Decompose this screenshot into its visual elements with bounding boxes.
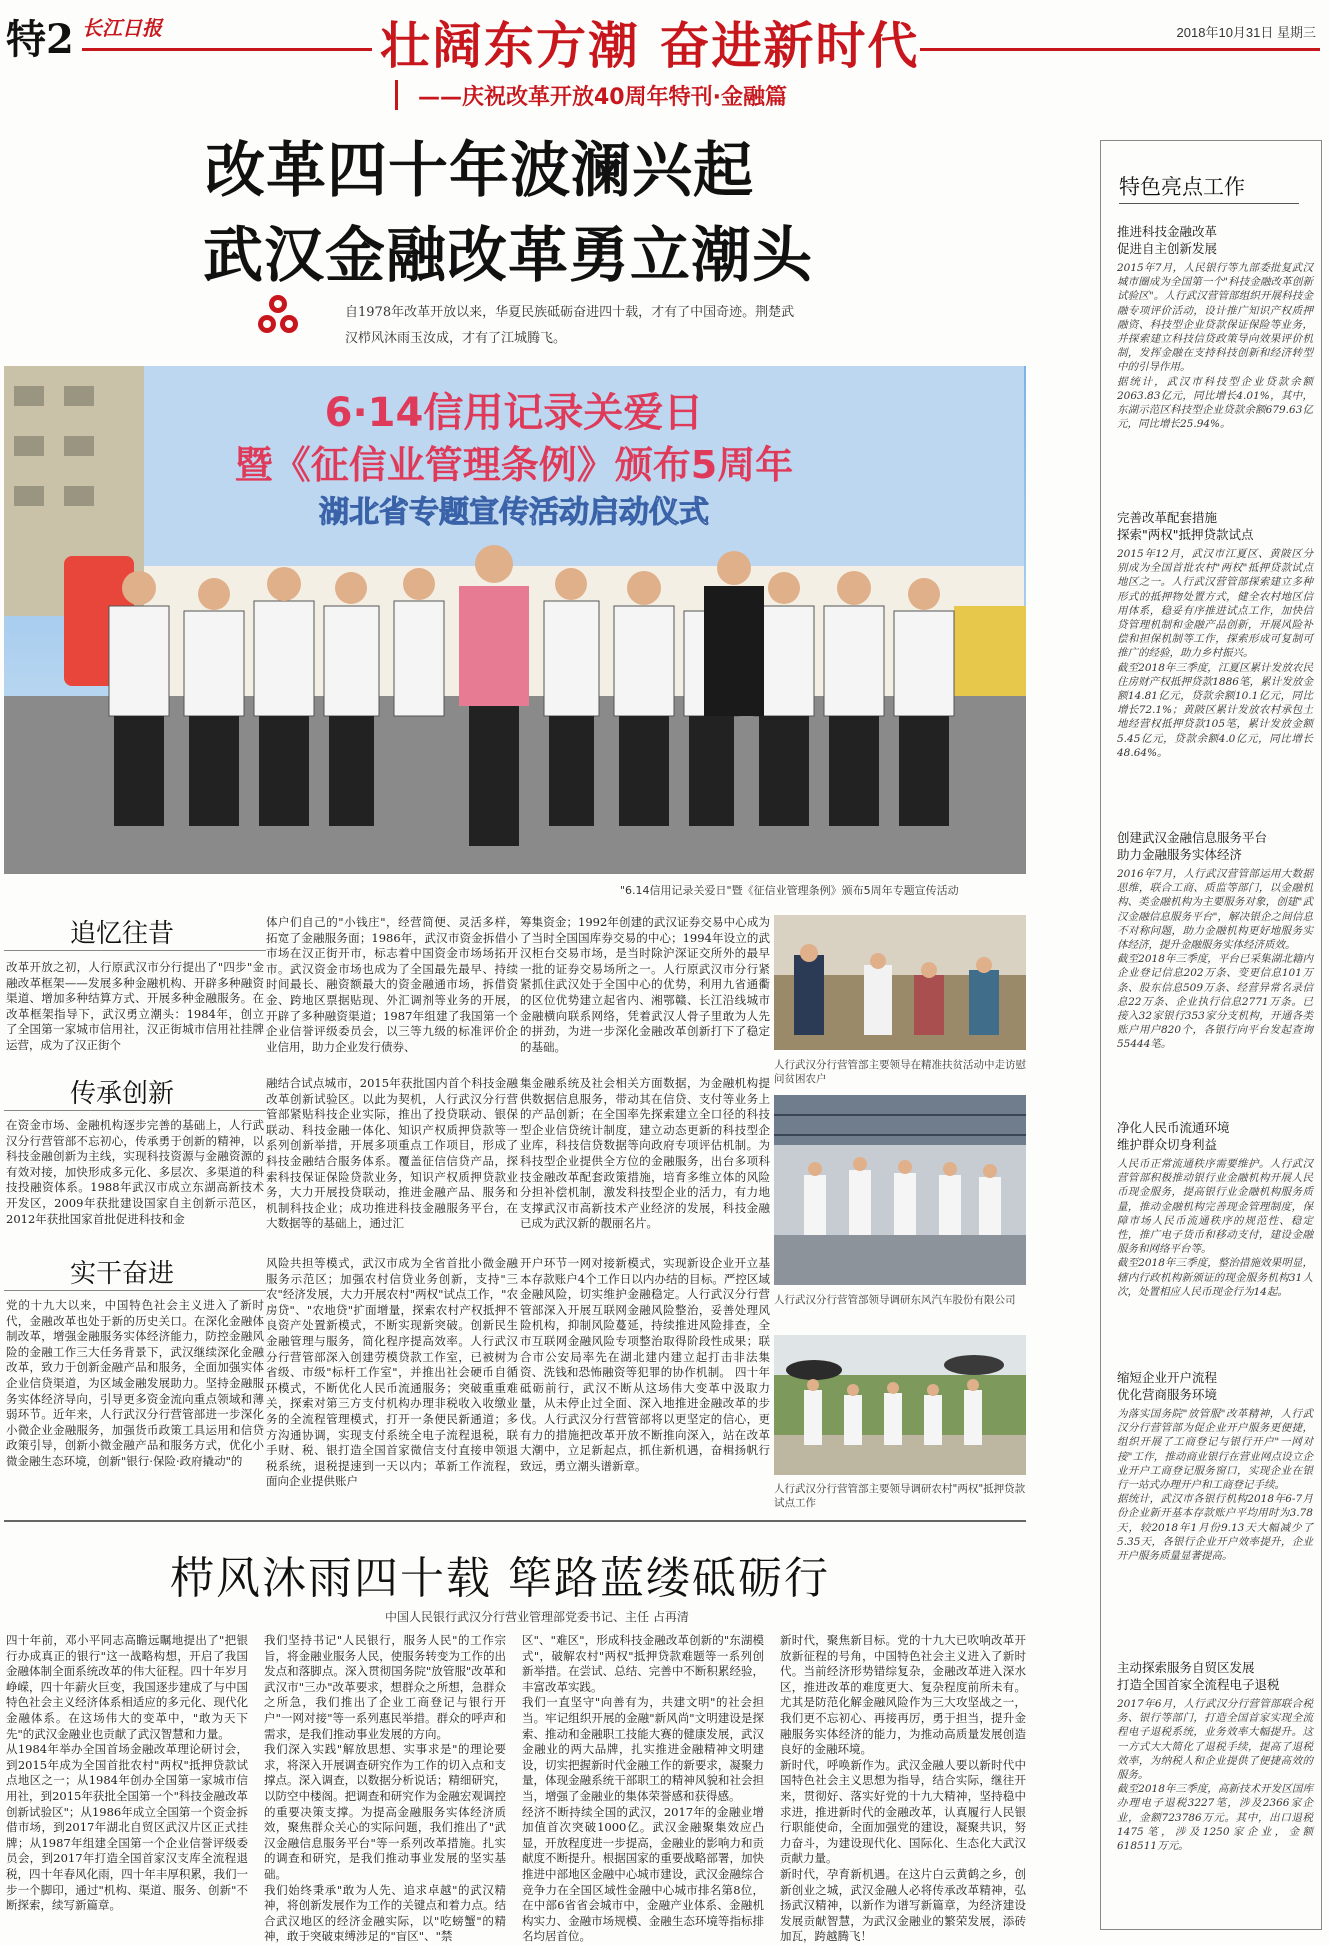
bottom-column-1: 四十年前，邓小平同志高瞻远瞩地提出了"把银行办成真正的银行"这一战略构想，开启了我国金融体制全面系统改革的伟大征程。四十年岁月峥嵘，四十年薪火巨变，我国逐步建成了与中国特色社会主义经济体系相适应的多元化、现代化金融体系。在这场伟大的变革中，"敢为天下先"的武汉金融业也贡献了武汉智慧和力量。 从1984年举办全国首场金融改革理论研讨会，到2015年成为全国首批农村"两权"抵押贷款试点地区之一；从1984年创办全国第一家城市信用社，到2015年获批全国第一个"科技金融改革创新试验区"；从1986年成立全国第一个资金拆借市场，到2017年湖北自贸区武汉片区正式挂牌；从1987年组建全国第一个企业信誉评级委员会，到2017年打造全国首家汉支库全流程退税，四十年春风化雨，四十年丰厚积累，我们一步一个脚印，通过"机构、渠道、服务、创新"不断探索，续写新篇章。: [6, 1633, 248, 1913]
sidebar-item-2-head: 完善改革配套措施 探索"两权"抵押贷款试点: [1117, 510, 1254, 542]
section-2-column-3: 集金融系统及社会相关方面数据，为金融机构提供数据信息服务，带动其在信贷、支付等业务上的产品创新；在全国率先探索建立全口径的科技型企业信贷统计制度，建立动态更新的科技型企业库，科技信贷数据等向政府专项评估机制。为科技型企业提供全方位的金融服务，出台多项科技金融改革配套政策措施，培育多维立体的风险分担补偿机制，激发科技型企业的活力，有力地支撑武汉市高新技术产业经济的发展，科技金融已成为武汉新的靓丽名片。: [520, 1076, 770, 1231]
poverty-visit-caption: 人行武汉分行营管部主要领导在精准扶贫活动中走访慰问贫困农户: [774, 1059, 1026, 1085]
bottom-column-2: 我们坚持书记"人民银行，服务人民"的工作宗旨，将金融业服务人民，使服务转变为工作的出发点和落脚点。深入贯彻国务院"放管服"改革和武汉市"三办"改革要求，想群众之所想，急群众之所急，我们推出了企业工商登记与银行开户"一网对接"等一系列惠民举措。群众的呼声和需求，是我们推动事业发展的方向。 我们深入实践"解放思想、实事求是"的理论要求，将深入开展调查研究作为工作的切入点和支撑点。深入调查，以数据分析说话；精细研究，以防空中楼阁。把调查和研究作为金融宏观调控的重要决策支撑。为提高金融服务实体经济质效，聚焦群众关心的实际问题，我们推出了"武汉金融信息服务平台"等一系列改革措施。扎实的调查和研究，是我们推动事业发展的坚实基础。 我们始终秉承"敢为人先、追求卓越"的武汉精神，将创新发展作为工作的关键点和着力点。结合武汉地区的经济金融实际，以"吃螃蟹"的精神，敢于突破束缚涉足的"盲区"、"禁: [264, 1633, 506, 1944]
sidebar-item-3-head: 创建武汉金融信息服务平台 助力金融服务实体经济: [1117, 830, 1268, 862]
bottom-article-title: 栉风沐雨四十载 筚路蓝缕砥砺行: [170, 1553, 830, 1604]
sidebar-item-2-body: 2015年12月，武汉市江夏区、黄陂区分别成为全国首批农村"两权"抵押贷款试点地区之一。人行武汉营管部探索建立多种形式的抵押物处置方式，健全农村地区信用体系，稳妥有序推进试点工作，加快信贷管理机制和金融产品创新，开展风险补偿和担保机制等工作，探索形成可复制可推广的经验，助力乡村振兴。 截至2018年三季度，江夏区累计发放农民住房财产权抵押贷款1886笔，累计发放金额14.81亿元，贷款余额10.1亿元，同比增长72.1%；黄陂区累计发放农村承包土地经营权抵押贷款105笔，累计发放金额5.45亿元，贷款余额4.0亿元，同比增长48.64%。: [1117, 548, 1313, 759]
lead-paragraph: 自1978年改革开放以来，华夏民族砥砺奋进四十载，才有了中国奇迹。荆楚武汉栉风沐雨玉汝成，才有了江城腾飞。: [345, 305, 795, 346]
factory-visit-caption: 人行武汉分行营管部领导调研东风汽车股份有限公司: [774, 1294, 1016, 1306]
section-2-column-2: 融结合试点城市，2015年获批国内首个科技金融改革创新试验区。以此为契机，人行武汉分行营管部紧贴科技企业实际，推出了投贷联动、银保联动、科技金融一体化、知识产权质押贷款等一系列创新举措，开展多项重点工作项目，形成了科技金融结合服务体系。覆盖征信信贷产品，探索科技保证保险贷款业务，知识产权质押贷款业务，大力开展投贷联动，推进金融产品、服务和机制科技企业；成功推进科技金融服务平台，在大数据等的基础上，通过汇: [266, 1076, 518, 1231]
section-title-recall: 追忆往昔: [70, 919, 175, 949]
bottom-article-byline: 中国人民银行武汉分行营业管理部党委书记、主任 占再清: [385, 1610, 689, 1624]
sidebar-title-rule: [1119, 203, 1299, 204]
banner-title-1: 6·14信用记录关爱日: [324, 390, 704, 436]
bottom-article-divider: [4, 1520, 1026, 1522]
section-3-column-3: 开户环节一网对接新模式，实现新设企业开立基本存款账户4个工作日以内办结的目标。严控区域金融风险，切实维护金融稳定。人行武汉分行营管部深入开展互联网金融风险整治，妥善处理风险机构，抑制风险蔓延，持续推进风险排查，全市互联网金融风险专项整治取得阶段性成果；联合市公安局率先在湖北建内建立起打击非法集资、洗钱和恐怖融资等犯罪的协作机制。 四十年砥砺前行，武汉不断从这场伟大变革中汲取力量，从未停止过全面、深入地推进金融改革的步伐。人行武汉分行营管部将以更坚定的信心，更有力的措施把改革开放不断推向深入，站在改革大潮中，立足新起点，抓住新机遇，奋楫扬帆行致远，勇立潮头谱新章。: [520, 1256, 770, 1473]
section-rule: [4, 1290, 266, 1291]
sidebar-item-6-body: 2017年6月，人行武汉分行营管部联合税务、银行等部门，打造全国首家实现全流程电子退税系统，业务效率大幅提升。这一方式大大简化了退税手续，提高了退税效率，为纳税人和企业提供了便捷高效的服务。 截至2018年三季度，高新技术开发区国库办理电子退税3227笔，涉及2366家企业，金额723786万元。其中，出口退税1475笔，涉及1250家企业，金额618511万元。: [1117, 1698, 1313, 1853]
section-2-column-1: 在资金市场、金融机构逐步完善的基础上，人行武汉分行营管部不忘初心，传承勇于创新的精神，以科技金融创新为主线，实现科技资源与金融资源的有效对接，加快形成多元化、多层次、多渠道的科技投融资体系。1988年武汉市成立东湖高新技术开发区，2009年获批建设国家自主创新示范区，2012年获批国家首批促进科技和金: [6, 1118, 264, 1226]
sidebar-item-5-head: 缩短企业开户流程 优化营商服务环境: [1117, 1370, 1218, 1402]
header-rule-right: [920, 48, 1320, 51]
sidebar-item-1-head: 推进科技金融改革 促进自主创新发展: [1117, 224, 1218, 256]
headline-line-1: 改革四十年波澜兴起: [205, 136, 754, 206]
sidebar-item-3-body: 2016年7月，人行武汉营管部运用大数据思维，联合工商、质监等部门，以金融机构、类金融机构为主要服务对象，创建"武汉金融信息服务平台"，解决银企之间信息不对称问题，助力金融机构更好地服务实体经济，提升金融服务实体经济质效。 截至2018年三季度，平台已采集湖北籍内企业登记信息202万条、变更信息101万条、股东信息509万条、经营异常名录信息22万条、企业执行信息2771万条。已接入32家银行353家分支机构，开通各类账户用户820个，各银行向平台发起查询55444笔。: [1117, 868, 1313, 1051]
sidebar-item-1-body: 2015年7月，人民银行等九部委批复武汉城市圈成为全国第一个"科技金融改革创新试验区"。人行武汉营管部组织开展科技金融专项评价活动，设计推广知识产权质押融资、科技型企业贷款保证保险等业务，并探索建立科技信贷政策导向效果评价机制，发挥金融在支持科技创新和经济转型中的引导作用。 据统计，武汉市科技型企业贷款余额2063.83亿元，同比增长4.01%，其中，东湖示范区科技型企业贷款余额679.63亿元，同比增长25.94%。: [1117, 262, 1313, 431]
section-1-column-1: 改革开放之初，人行原武汉市分行提出了"四步"金融改革框架——发展多种金融机构、开辟多种融资渠道、增加多种结算方式、开展多种金融服务。在改革框架指导下，武汉勇立潮头：1984年，创立了全国第一家城市信用社，汉正街城市信用社挂牌运营，成为了汉正街个: [6, 960, 264, 1052]
bottom-column-4: 新时代，聚焦新目标。党的十九大已吹响改革开放新征程的号角，中国特色社会主义进入了新时代。当前经济形势错综复杂，金融改革进入深水区，推进改革的难度更大、复杂程度前所未有。尤其是防范化解金融风险作为三大攻坚战之一，我们更不忘初心、再接再厉，勇于担当，提升金融服务实体经济的能力，为推动高质量发展创造良好的金融环境。 新时代，呼唤新作为。武汉金融人要以新时代中国特色社会主义思想为指导，结合实际，继往开来，贯彻好、落实好党的十九大精神，坚持稳中求进，推进新时代的金融改革，认真履行人民银行职能使命，全面加强党的建设，凝聚共识，努力奋斗，为建设现代化、国际化、生态化大武汉贡献力量。 新时代，孕育新机遇。在这片白云黄鹤之乡，创新创业之城，武汉金融人必将传承改革精神，弘扬武汉精神，以新作为谱写新篇章，为经济建设发展贡献智慧，为武汉金融业的繁荣发展，添砖加瓦，跨越腾飞！: [780, 1633, 1026, 1944]
main-photo-caption: "6.14信用记录关爱日"暨《征信业管理条例》颁布5周年专题宣传活动: [620, 884, 959, 897]
bottom-column-3: 区"、"难区"，形成科技金融改革创新的"东湖模式"，破解农村"两权"抵押贷款难题等一系列创新举措。在尝试、总结、完善中不断积累经验，丰富改革实践。 我们一直坚守"向善有为，共建文明"的社会担当。牢记组织开展的金融"新风尚"文明建设是探索、推动和金融职工技能大赛的健康发展，武汉金融业的两大品牌，扎实推进金融精神文明建设，切实把握新时代金融工作的新要求，凝聚力量，体现金融系统干部职工的精神风貌和社会担当，增强了金融业的集体荣誉感和获得感。 经济不断持续全国的武汉，2017年的金融业增加值首次突破1000亿。武汉金融聚集效应凸显，开放程度进一步提高，金融业的影响力和贡献度不断提升。根据国家的重要战略部署，加快推进中部地区金融中心城市建设，武汉金融综合竞争力在全国区域性金融中心城市排名第8位，在中部6省省会城市中，金融产业体系、金融机构实力、金融市场规模、金融生态环境等指标排名均居首位。: [522, 1633, 764, 1944]
section-3-column-2: 风险共担等模式，武汉市成为全省首批小微金融服务示范区；加强农村信贷业务创新，支持"三农"经济发展，大力开展农村"两权"试点工作，"农房贷"、"农地贷"扩面增量，探索农村产权抵押不良资产处置新模式，不断实现新突破。创新民生金融管理与服务，简化程序提高效率。人行武汉分行营管部深入创建劳模贷款工作室，已被树为省级、市级"标杆工作室"，并推出社会硬币自循环模式，不断优化人民币流通服务；突破重重难关，探索对第三方支付机构办理非税收入收缴业务的全流程管理模式，打开一条便民新通道；多方沟通协调，实现支付系统全电子流程退税，联手财、税、银打造全国首家微信支付直接申领退税系统，退税提速到一天以内；革新工作流程，面向企业提供账户: [266, 1256, 518, 1489]
headline-line-2: 武汉金融改革勇立潮头: [203, 221, 813, 291]
sidebar-title: 特色亮点工作: [1119, 175, 1245, 199]
highlights-sidebar: [1100, 140, 1322, 1930]
rural-visit-photo: [774, 1335, 1026, 1475]
page-number: 特2: [6, 16, 74, 63]
issue-date: 2018年10月31日 星期三: [1176, 25, 1316, 40]
section-rule: [4, 1110, 266, 1111]
page-header: [0, 0, 1330, 112]
banner-title-2: 暨《征信业管理条例》颁布5周年: [234, 443, 794, 487]
rural-visit-caption: 人行武汉分行营管部主要领导调研农村"两权"抵押贷款试点工作: [774, 1483, 1026, 1509]
paper-name: 长江日报: [82, 16, 162, 40]
sidebar-item-4-head: 净化人民币流通环境 维护群众切身利益: [1117, 1120, 1230, 1152]
section-1-column-2: 体户们自己的"小钱庄"，经营简便、灵活多样，拓宽了金融服务面；1986年，武汉市资金拆借小市场在汉正街开市，标志着中国资金市场场拓开市。武汉资金市场也成为了全国最先最早、持续时间最长、融资额最大的资金融通市场，拆借资金、跨地区票据贴现、外汇调剂等业务的开展，开辟了多种融资渠道；1987年组建了我国第一个企业信誉评级委员会，以三等九级的标准评价企业信用，助力企业发行债券、: [266, 915, 518, 1054]
section-title-innovation: 传承创新: [70, 1079, 175, 1109]
banner-title-3: 湖北省专题宣传活动启动仪式: [319, 495, 709, 530]
section-rule: [4, 950, 266, 951]
special-issue-subtitle: ——庆祝改革开放40周年特刊·金融篇: [418, 85, 787, 110]
sidebar-item-5-body: 为落实国务院"放管服"改革精神，人行武汉分行营管部为促企业开户服务更便捷，组织开展了工商登记与银行开户"一网对接"工作，推动商业银行在营业网点设立企业开户工商登记服务窗口，实现企业在银行一站式办理开户和工商登记手续。 据统计，武汉市各银行机构2018年6-7月份企业新开基本存款账户平均用时为3.78天，较2018年1月份9.13天大幅减少了5.35天，各银行企业开户效率提升，企业开户服务质量显著提高。: [1117, 1408, 1313, 1563]
poverty-visit-photo: [774, 915, 1026, 1050]
section-1-column-3: 筹集资金；1992年创建的武汉证券交易中心成为了当时全国国库券交易的中心；1994年设立的武汉柜台交易市场，是当时除沪深证交所外的最早一批的证券交易场所之一。人行原武汉市分行紧紧抓住武汉处于全国中心的优势，利用九省通衢的区位优势建立起省内、湘鄂赣、长江沿线城市金融横向联系网络，凭着武汉人骨子里敢为人先的拼劲，为进一步深化金融改革创新打下了稳定的基础。: [520, 915, 770, 1054]
section-title-practice: 实干奋进: [70, 1259, 175, 1289]
special-issue-slogan: 壮阔东方潮 奋进新时代: [380, 17, 920, 75]
header-rule-left: [82, 48, 372, 51]
sidebar-item-6-head: 主动探索服务自贸区发展 打造全国首家全流程电子退税: [1117, 1660, 1280, 1692]
pboc-logo-icon: [255, 292, 301, 338]
sidebar-item-4-body: 人民币正常流通秩序需要维护。人行武汉营管部积极推动银行业金融机构开展人民币现金服务，提高银行业金融机构服务质量，推动金融机构完善现金管理制度，保障市场人民币流通秩序的规范性、稳定性，推广电子货币和移动支付，建设金融服务和网络平台等。 截至2018年三季度，整治措施效果明显，辖内行政机构新颁证的现金服务机构31人次，处置相应人民币现金行为14起。: [1117, 1158, 1313, 1298]
slogan-bar: [395, 80, 398, 110]
section-3-column-1: 党的十九大以来，中国特色社会主义进入了新时代，金融改革也处于新的历史关口。在深化金融体制改革，增强金融服务实体经济能力，防控金融风险的金融工作三大任务背景下，武汉继续深化金融改革，致力于创新金融产品和服务，全面加强实体企业信贷渠道，为区域金融发展助力。坚持金融服务实体经济导向，引导更多资金流向重点领域和薄弱环节。近年来，人行武汉分行营管部进一步深化小微企业金融服务，加强货币政策工具运用和信贷政策引导，创新小微金融产品和服务方式，优化小微金融生态环境，创新"银行·保险·政府撬动"的: [6, 1298, 264, 1468]
factory-visit-photo: [774, 1095, 1026, 1285]
main-event-photo: [4, 366, 1026, 874]
